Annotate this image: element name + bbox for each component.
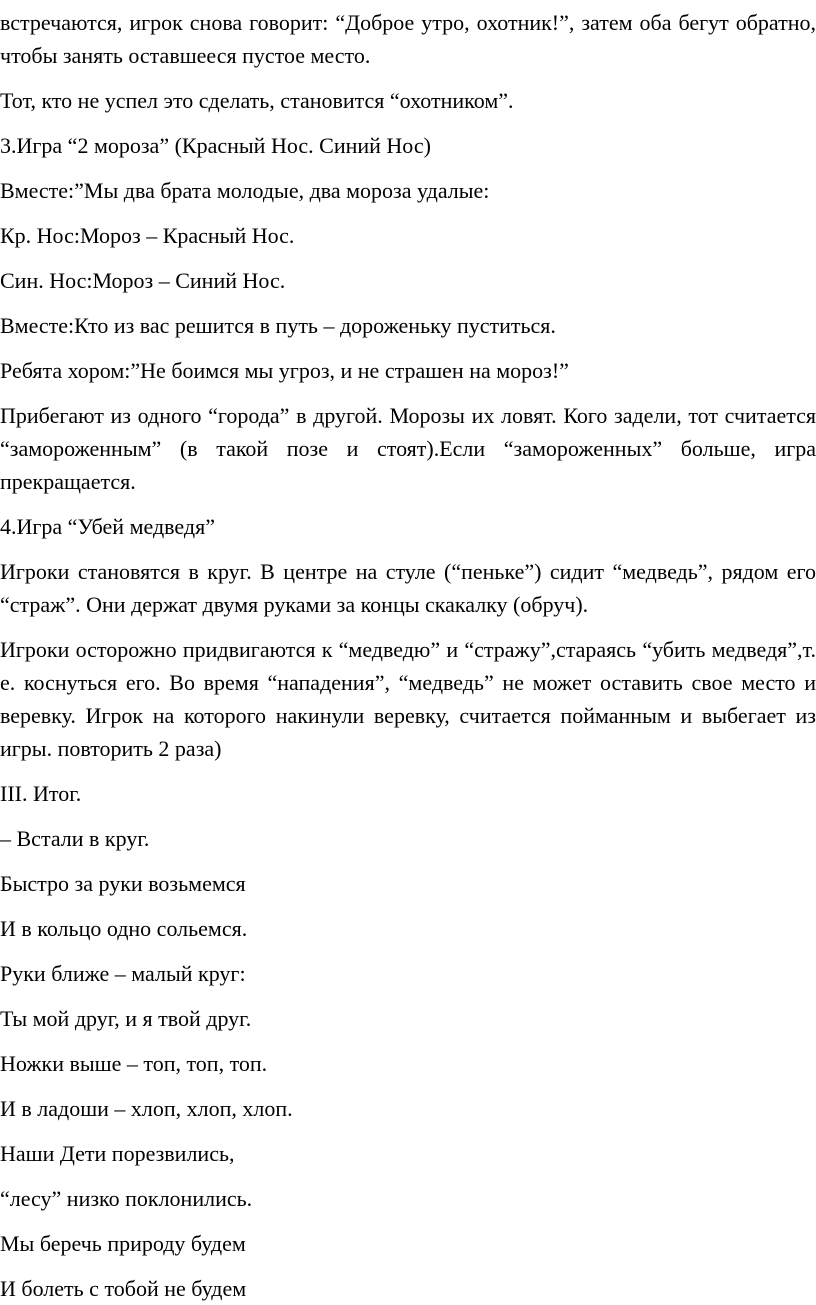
poem-line-9: “лесу” низко поклонились. — [0, 1186, 253, 1211]
paragraph-frost-rules: Прибегают из одного “города” в другой. Морозы их ловят. Кого задели, тот считается “замороженным” (в такой позе и стоят).Если “замороженных” больше, игра прекращается. — [0, 403, 816, 494]
heading-game-kill-bear: 4.Игра “Убей медведя” — [0, 514, 215, 539]
paragraph-blue-nose: Син. Нос:Мороз – Синий Нос. — [0, 268, 286, 293]
paragraph-hunter-continuation: встречаются, игрок снова говорит: “Доброе утро, охотник!”, затем оба бегут обратно, чтобы занять оставшееся пустое место. — [0, 10, 816, 68]
poem-line-7: И в ладоши – хлоп, хлоп, хлоп. — [0, 1096, 293, 1121]
poem-line-3: И в кольцо одно сольемся. — [0, 916, 248, 941]
heading-summary: III. Итог. — [0, 781, 82, 806]
paragraph-bear-setup: Игроки становятся в круг. В центре на стуле (“пеньке”) сидит “медведь”, рядом его “страж”. Они держат двумя руками за концы скакалку (обруч). — [0, 559, 816, 617]
poem-line-4: Руки ближе – малый круг: — [0, 961, 246, 986]
heading-game-2-frosts: 3.Игра “2 мороза” (Красный Нос. Синий Нос) — [0, 133, 431, 158]
paragraph-bear-rules: Игроки осторожно придвигаются к “медведю” и “стражу”,стараясь “убить медведя”,т. е. коснуться его. Во время “нападения”, “медведь” не может оставить свое место и веревку. Игрок на которого накинули веревку, считается пойманным и выбегает из игры. повторить 2 раза) — [0, 637, 816, 761]
poem-line-11: И болеть с тобой не будем — [0, 1276, 247, 1301]
poem-line-8: Наши Дети порезвились, — [0, 1141, 235, 1166]
paragraph-together-1: Вместе:”Мы два брата молодые, два мороза удалые: — [0, 178, 490, 203]
paragraph-red-nose: Кр. Нос:Мороз – Красный Нос. — [0, 223, 295, 248]
poem-line-1: – Встали в круг. — [0, 826, 150, 851]
poem-line-6: Ножки выше – топ, топ, топ. — [0, 1051, 268, 1076]
poem-line-10: Мы беречь природу будем — [0, 1231, 246, 1256]
paragraph-hunter-result: Тот, кто не успел это сделать, становится “охотником”. — [0, 88, 514, 113]
paragraph-together-2: Вместе:Кто из вас решится в путь – дороженьку пуститься. — [0, 313, 556, 338]
paragraph-kids-chorus: Ребята хором:”Не боимся мы угроз, и не страшен на мороз!” — [0, 358, 569, 383]
poem-line-2: Быстро за руки возьмемся — [0, 871, 246, 896]
poem-line-5: Ты мой друг, и я твой друг. — [0, 1006, 252, 1031]
